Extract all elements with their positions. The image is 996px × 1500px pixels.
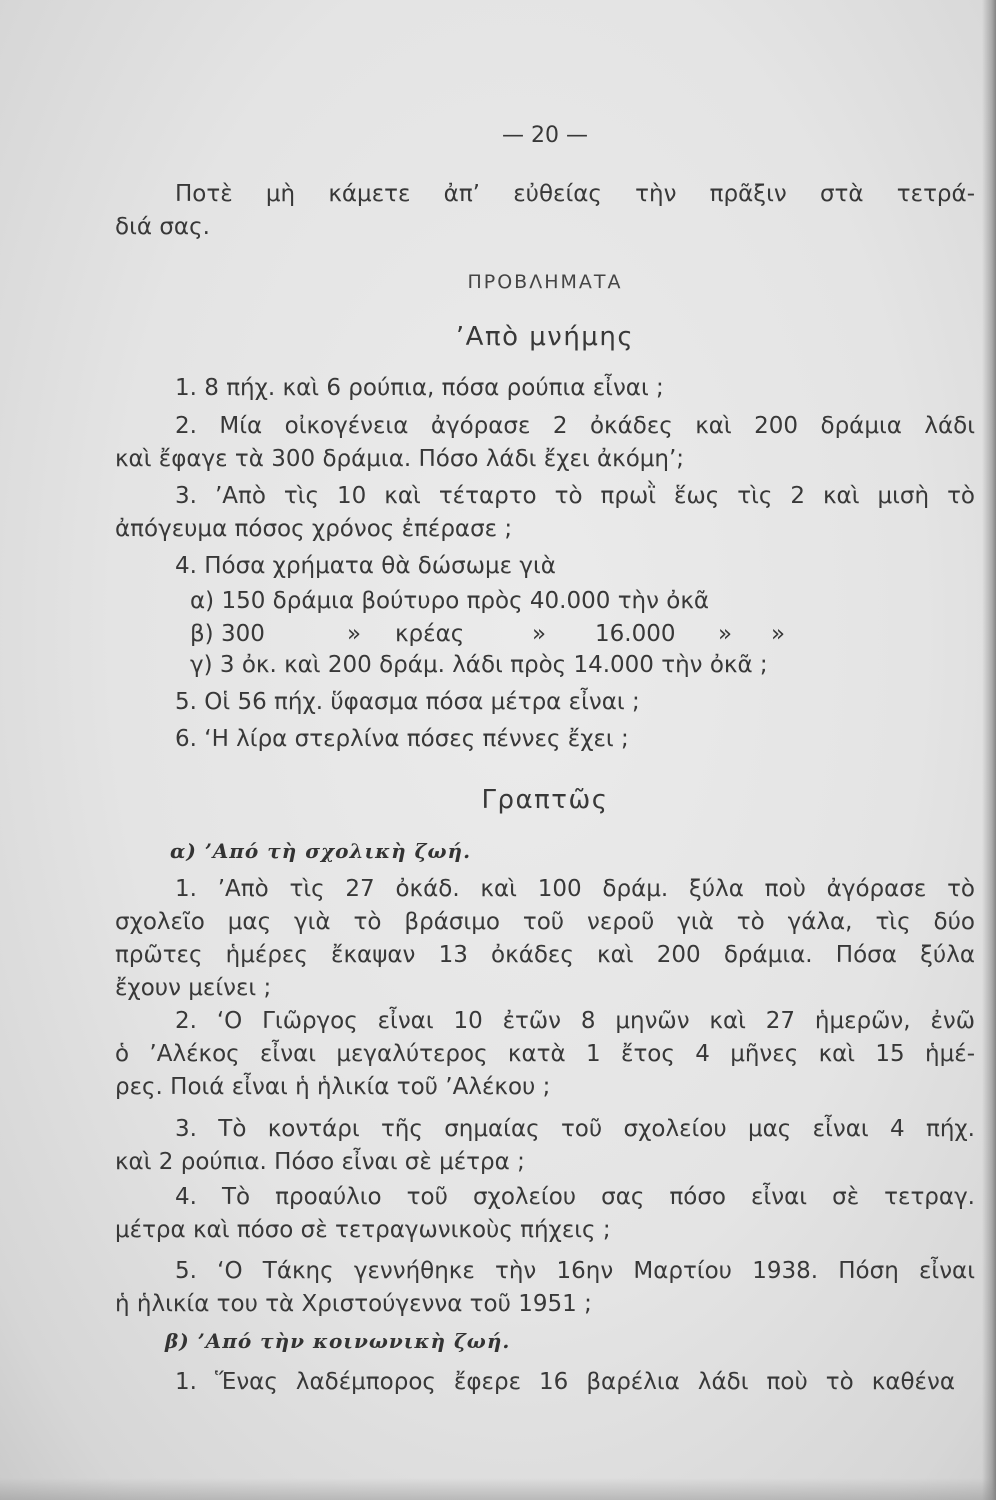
- problem-line: 6. ‘Η λίρα στερλίνα πόσες πέννες ἔχει ;: [175, 726, 629, 752]
- problem-line: 4. Πόσα χρήματα θὰ δώσωμε γιὰ: [175, 553, 556, 579]
- problem-line: 2. Μία οἰκογένεια ἀγόρασε 2 ὀκάδες καὶ 200 δράμια λάδι: [175, 413, 975, 439]
- problem-line: ὁ ’Αλέκος εἶναι μεγαλύτερος κατὰ 1 ἔτος 4 μῆνες καὶ 15 ἡμέ-: [115, 1041, 975, 1067]
- page-number: — 20 —: [502, 123, 588, 148]
- ditto-mark: »: [532, 621, 547, 647]
- problem-line: καὶ ἔφαγε τὰ 300 δράμια. Πόσο λάδι ἔχει ἀκόμη’;: [115, 446, 685, 472]
- school-problem-2: [115, 1005, 975, 1104]
- oral-problem-4: [115, 550, 975, 583]
- problem-line: 4. Τὸ προαύλιο τοῦ σχολείου σας πόσο εἶναι σὲ τετραγ.: [175, 1184, 975, 1210]
- problem-line: ἔχουν μείνει ;: [115, 975, 272, 1001]
- intro-paragraph: [115, 178, 975, 244]
- page-edge-shadow: [982, 0, 996, 1500]
- problem-line: 1. Ἕνας λαδέμπορος ἔφερε 16 βαρέλια λάδι ποὺ τὸ καθένα: [175, 1369, 955, 1395]
- problem-line: 2. ‘Ο Γιῶργος εἶναι 10 ἐτῶν 8 μηνῶν καὶ 27 ἡμερῶν, ἐνῶ: [175, 1008, 975, 1034]
- oral-problem-2: [115, 410, 975, 476]
- sub-item-alpha: [115, 585, 975, 618]
- section-title: ΠΡΟΒΛΗΜΑΤΑ: [467, 271, 623, 293]
- problem-line: πρῶτες ἡμέρες ἔκαψαν 13 ὀκάδες καὶ 200 δράμια. Πόσα ξύλα: [115, 942, 975, 968]
- school-problem-3: [115, 1113, 975, 1179]
- problem-line: ἀπόγευμα πόσος χρόνος ἐπέρασε ;: [115, 516, 513, 542]
- school-life-heading: α) ’Από τὴ σχολικὴ ζωή.: [170, 839, 472, 863]
- beta-price: 16.000: [595, 621, 676, 647]
- oral-problem-1: [115, 372, 975, 405]
- school-problem-4: [115, 1181, 975, 1247]
- sub-item-line: α) 150 δράμια βούτυρο πρὸς 40.000 τὴν ὀκᾶ: [190, 588, 710, 614]
- problem-line: σχολεῖο μας γιὰ τὸ βράσιμο τοῦ νεροῦ γιὰ τὸ γάλα, τὶς δύο: [115, 909, 975, 935]
- problem-line: 1. 8 πήχ. καὶ 6 ρούπια, πόσα ρούπια εἶναι ;: [175, 375, 664, 401]
- social-life-heading: β) ’Από τὴν κοινωνικὴ ζωή.: [165, 1329, 511, 1353]
- sub-item-beta: [115, 618, 975, 651]
- oral-problem-6: [115, 723, 975, 756]
- problem-line: καὶ 2 ρούπια. Πόσο εἶναι σὲ μέτρα ;: [115, 1149, 525, 1175]
- oral-problem-5: [115, 686, 975, 719]
- beta-label-quantity: β) 300: [190, 621, 265, 647]
- ditto-mark: »: [347, 621, 362, 647]
- social-problem-1: [115, 1366, 955, 1399]
- intro-line: Ποτὲ μὴ κάμετε ἀπ’ εὐθείας τὴν πρᾶξιν στὰ τετρά-: [175, 181, 975, 207]
- text-block: [115, 0, 975, 1500]
- problem-line: 1. ’Απὸ τὶς 27 ὀκάδ. καὶ 100 δράμ. ξύλα ποὺ ἀγόρασε τὸ: [175, 876, 975, 902]
- problem-line: ἡ ἡλικία του τὰ Χριστούγεννα τοῦ 1951 ;: [115, 1291, 592, 1317]
- sub-item-line: γ) 3 ὀκ. καὶ 200 δράμ. λάδι πρὸς 14.000 τὴν ὀκᾶ ;: [190, 652, 768, 678]
- oral-problem-3: [115, 480, 975, 546]
- intro-line: διά σας.: [115, 214, 210, 240]
- ditto-mark: »: [718, 621, 733, 647]
- problem-line: ρες. Ποιά εἶναι ἡ ἡλικία τοῦ ’Αλέκου ;: [115, 1074, 551, 1100]
- problem-line: 5. ‘Ο Τάκης γεννήθηκε τὴν 16ην Μαρτίου 1938. Πόση εἶναι: [175, 1258, 975, 1284]
- beta-item-name: κρέας: [395, 621, 465, 647]
- school-problem-5: [115, 1255, 975, 1321]
- oral-heading: ’Απὸ μνήμης: [455, 322, 635, 352]
- problem-line: 5. Οἱ 56 πήχ. ὕφασμα πόσα μέτρα εἶναι ;: [175, 689, 640, 715]
- problem-line: 3. Τὸ κοντάρι τῆς σημαίας τοῦ σχολείου μας εἶναι 4 πήχ.: [175, 1116, 975, 1142]
- problem-line: 3. ’Απὸ τὶς 10 καὶ τέταρτο τὸ πρωῒ ἕως τὶς 2 καὶ μισὴ τὸ: [175, 483, 975, 509]
- sub-item-gamma: [115, 649, 975, 682]
- written-heading: Γραπτῶς: [481, 785, 609, 815]
- problem-line: μέτρα καὶ πόσο σὲ τετραγωνικοὺς πήχεις ;: [115, 1217, 611, 1243]
- school-problem-1: [115, 873, 975, 1005]
- ditto-mark: »: [771, 621, 786, 647]
